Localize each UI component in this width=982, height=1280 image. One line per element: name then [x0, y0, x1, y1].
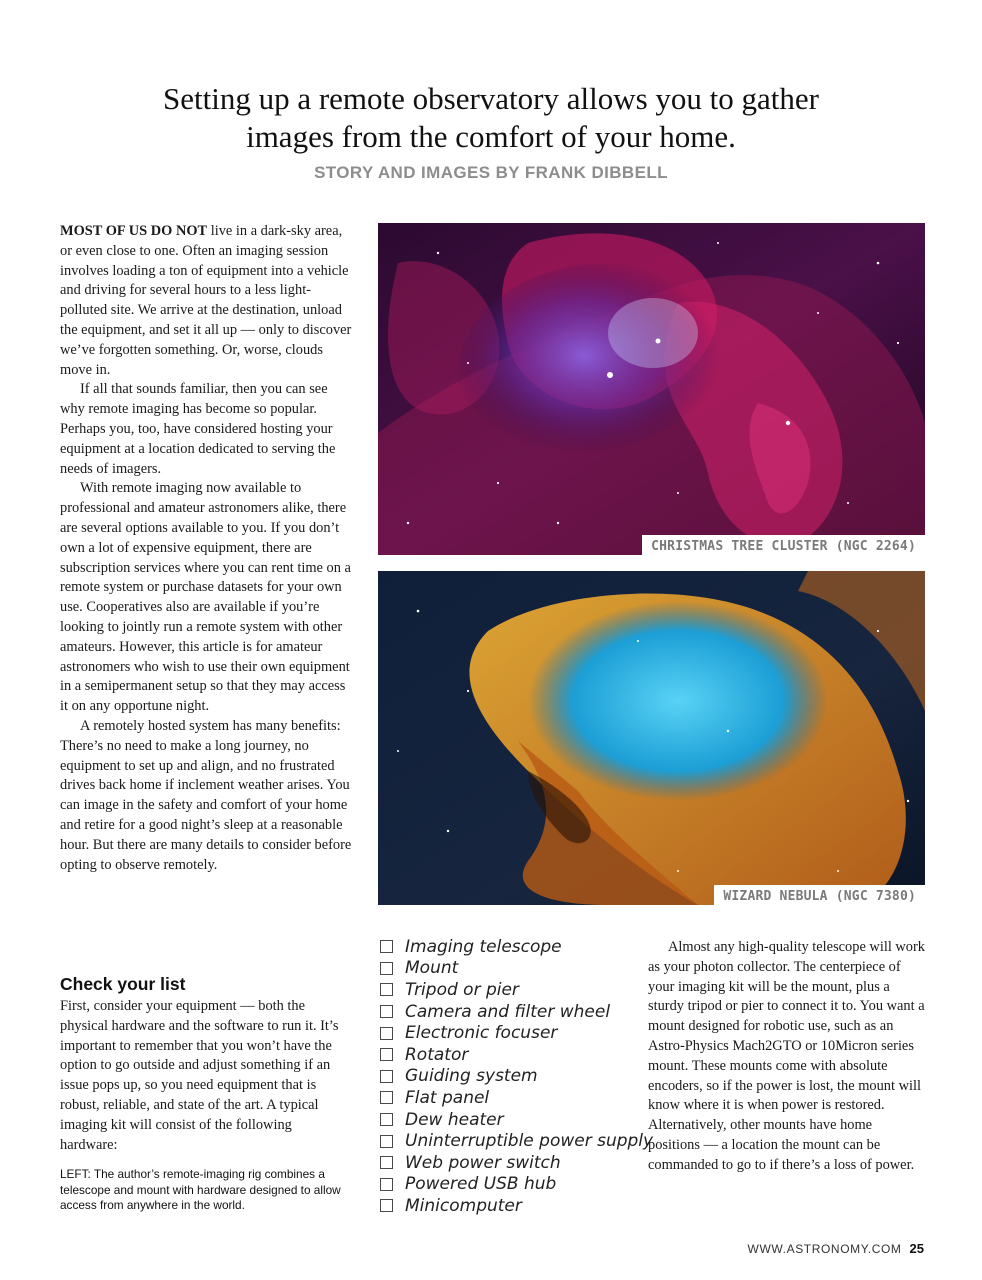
intro-column	[60, 222, 352, 875]
checklist-item-label: Camera and filter wheel	[405, 1001, 611, 1022]
checklist-item	[380, 979, 642, 1001]
page-number: 25	[909, 1241, 924, 1256]
photo-caption: LEFT: The author’s remote-imaging rig combines a telescope and mount with hardware designed to allow access from anywhere in the world.	[60, 1167, 341, 1213]
checkbox	[380, 1156, 393, 1169]
wizard-nebula-image	[378, 571, 925, 905]
checklist-item-label: Tripod or pier	[405, 979, 519, 1000]
checkbox	[380, 1027, 393, 1040]
intro-paragraph-4: A remotely hosted system has many benefits: There’s no need to make a long journey, no equipment to set up and align, and no frustrated drives back home if inclement weather arises. You can image in the safety and comfort of your home and retire for a good night’s sleep at a reasonable hour. But there are many details to consider before opting to observe remotely.	[60, 717, 352, 873]
checkbox	[380, 1005, 393, 1018]
checklist-item	[380, 1152, 642, 1174]
christmas-tree-cluster-image	[378, 223, 925, 555]
checklist-item-label: Dew heater	[405, 1109, 504, 1130]
intro-paragraph-2: If all that sounds familiar, then you can see why remote imaging has become so popular. Perhaps you, too, have considered hosting your equipment at a location dedicated to serving the needs of imagers.	[60, 381, 336, 477]
lead-in: MOST OF US DO NOT	[60, 223, 208, 239]
checkbox	[380, 983, 393, 996]
checklist-item-label: Electronic focuser	[405, 1023, 558, 1044]
intro-paragraph-1-text: live in a dark-sky area, or even close to one. Often an imaging session involves loading a ton of equipment into a vehicle and driving for several hours to a less light-polluted site. We arrive at the destination, unload the equipment, and set it all up — only to discover we’ve forgotten something. Or, worse, clouds move in.	[60, 223, 352, 378]
right-paragraph-1: Almost any high-quality telescope will work as your photon collector. The centerpiece of your imaging kit will be the mount, plus a sturdy tripod or pier to connect it to. You want a mount designed for robotic use, such as an Astro-Physics Mach2GTO or 10Micron series mount. These mounts come with absolute encoders, so if the power is lost, the mount will know where it is when power is restored. Alternatively, other mounts have home positions — a location the mount can be commanded to go to if there’s a loss of power.	[648, 939, 925, 1173]
checkbox	[380, 940, 393, 953]
checklist-item-label: Imaging telescope	[405, 936, 562, 957]
checklist-item	[380, 1087, 642, 1109]
christmas-tree-cluster-label: CHRISTMAS TREE CLUSTER (NGC 2264)	[642, 535, 925, 555]
section-column	[60, 997, 352, 1155]
headline: Setting up a remote observatory allows you to gather images from the comfort of your home.	[162, 81, 819, 154]
intro-paragraph-1	[60, 222, 352, 380]
checklist-item-label: Powered USB hub	[405, 1174, 557, 1195]
checklist-item-label: Mount	[405, 958, 459, 979]
checklist-item	[380, 1044, 642, 1066]
checklist-item-label: Uninterruptible power supply	[405, 1131, 654, 1152]
checkbox	[380, 1070, 393, 1083]
checkbox	[380, 1048, 393, 1061]
checklist-item	[380, 1022, 642, 1044]
checklist-item-label: Flat panel	[405, 1087, 490, 1108]
checkbox	[380, 1091, 393, 1104]
checklist-item	[380, 1109, 642, 1131]
christmas-tree-cluster-photo	[378, 223, 925, 555]
checkbox	[380, 1113, 393, 1126]
wizard-nebula-photo	[378, 571, 925, 905]
checklist-item-label: Minicomputer	[405, 1195, 522, 1216]
checklist-item	[380, 958, 642, 980]
page-footer	[748, 1241, 924, 1256]
checkbox	[380, 1178, 393, 1191]
wizard-nebula-label: WIZARD NEBULA (NGC 7380)	[714, 885, 925, 905]
checkbox	[380, 1135, 393, 1148]
section-heading: Check your list	[60, 974, 186, 994]
intro-paragraph-3: With remote imaging now available to professional and amateur astronomers alike, there are several options available to you. If you don’t own a lot of expensive equipment, there are subscription services where you can rent time on a remote system or purchase datasets for your own use. Cooperatives also are available if you’re looking to jointly run a remote system with other amateurs. However, this article is for amateur astronomers who wish to use their own equipment in a semipermanent setup so that they may access it on any opportune night.	[60, 480, 351, 715]
checklist-item	[380, 1195, 642, 1217]
checkbox	[380, 1199, 393, 1212]
checklist-item	[380, 1130, 654, 1152]
checklist-item-label: Guiding system	[405, 1066, 538, 1087]
checklist-item	[380, 1066, 642, 1088]
checklist-item	[380, 936, 642, 958]
checklist-item	[380, 1001, 642, 1023]
right-column	[648, 938, 926, 1176]
checkbox	[380, 962, 393, 975]
section-paragraph-1: First, consider your equipment — both the physical hardware and the software to run it. It’s important to remember that you won’t have the option to go outside and adjust something if an issue pops up, so you need equipment that is robust, reliable, and state of the art. A typical imaging kit will consist of the following hardware:	[60, 998, 339, 1153]
byline: STORY AND IMAGES BY FRANK DIBBELL	[314, 163, 668, 182]
footer-url: WWW.ASTRONOMY.COM	[747, 1242, 902, 1256]
hardware-checklist	[380, 936, 654, 1217]
checklist-item-label: Rotator	[405, 1044, 469, 1065]
checklist-item	[380, 1174, 642, 1196]
checklist-item-label: Web power switch	[405, 1152, 561, 1173]
